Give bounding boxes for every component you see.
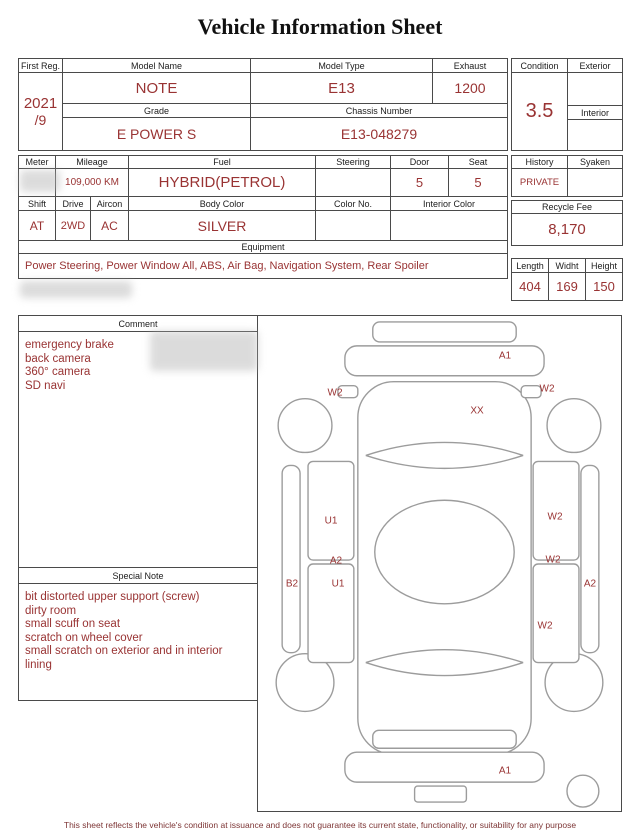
damage-marker: W2 bbox=[327, 387, 343, 399]
height-label: Height bbox=[585, 258, 622, 272]
damage-marker: W2 bbox=[537, 620, 553, 632]
comment-header: Comment bbox=[19, 316, 257, 332]
damage-marker: A1 bbox=[498, 765, 512, 777]
mileage-value: 109,000 KM bbox=[55, 168, 128, 196]
door-value: 5 bbox=[390, 168, 448, 196]
shift-label: Shift bbox=[18, 196, 55, 210]
model-name-label: Model Name bbox=[62, 58, 250, 72]
first-reg-month: /9 bbox=[34, 112, 47, 128]
fuel-value: HYBRID(PETROL) bbox=[128, 168, 315, 196]
recycle-fee-label: Recycle Fee bbox=[511, 200, 622, 213]
meter-label: Meter bbox=[18, 155, 55, 168]
spec-table bbox=[18, 155, 508, 279]
grade-label: Grade bbox=[62, 103, 250, 117]
exhaust-label: Exhaust bbox=[432, 58, 507, 72]
model-type-label: Model Type bbox=[250, 58, 432, 72]
body-color-label: Body Color bbox=[128, 196, 315, 210]
interior-label: Interior bbox=[567, 105, 622, 119]
color-no-value bbox=[315, 210, 390, 240]
steering-value bbox=[315, 168, 390, 196]
drive-value: 2WD bbox=[55, 210, 90, 240]
damage-diagram-panel bbox=[257, 315, 622, 812]
chassis-number-label: Chassis Number bbox=[250, 103, 507, 117]
blurred-region bbox=[20, 281, 132, 298]
damage-marker: B2 bbox=[285, 578, 299, 590]
page-title: Vehicle Information Sheet bbox=[197, 14, 443, 39]
width-label: Widht bbox=[548, 258, 585, 272]
grade-value: E POWER S bbox=[62, 117, 250, 150]
damage-marker: A2 bbox=[583, 578, 597, 590]
text-line: back camera bbox=[25, 352, 91, 365]
equipment-label: Equipment bbox=[18, 240, 507, 253]
interior-color-label: Interior Color bbox=[390, 196, 507, 210]
syaken-label: Syaken bbox=[567, 155, 622, 168]
steering-label: Steering bbox=[315, 155, 390, 168]
equipment-value: Power Steering, Power Window All, ABS, Air Bag, Navigation System, Rear Spoiler bbox=[18, 253, 507, 278]
condition-label: Condition bbox=[511, 58, 567, 72]
fuel-label: Fuel bbox=[128, 155, 315, 168]
damage-markers bbox=[258, 316, 621, 811]
history-label: History bbox=[511, 155, 567, 168]
special-note-body bbox=[19, 584, 257, 679]
seat-value: 5 bbox=[448, 168, 507, 196]
model-name-value: NOTE bbox=[62, 72, 250, 103]
height-value: 150 bbox=[585, 272, 622, 300]
identity-table bbox=[18, 58, 508, 151]
condition-value: 3.5 bbox=[511, 72, 567, 150]
aircon-value: AC bbox=[90, 210, 128, 240]
disclaimer: This sheet reflects the vehicle's condition at issuance and does not guarantee its current state, functionality, or suitability for any purpose bbox=[63, 820, 577, 830]
first-reg-year: 2021 bbox=[23, 95, 58, 112]
special-note-header: Special Note bbox=[19, 568, 257, 584]
dimensions-table bbox=[511, 258, 623, 301]
length-label: Length bbox=[511, 258, 548, 272]
model-type-value: E13 bbox=[250, 72, 432, 103]
first-reg-value bbox=[18, 72, 62, 150]
damage-marker: W2 bbox=[547, 511, 563, 523]
text-line: scratch on wheel cover bbox=[25, 631, 143, 644]
text-line: small scratch on exterior and in interior lining bbox=[25, 645, 223, 671]
history-table bbox=[511, 155, 623, 197]
recycle-fee-value: 8,170 bbox=[511, 213, 622, 245]
condition-table bbox=[511, 58, 623, 151]
damage-marker: A2 bbox=[329, 555, 343, 567]
damage-marker: W2 bbox=[545, 554, 561, 566]
interior-value bbox=[567, 119, 622, 150]
length-value: 404 bbox=[511, 272, 548, 300]
shift-value: AT bbox=[18, 210, 55, 240]
aircon-label: Aircon bbox=[90, 196, 128, 210]
text-line: small scuff on seat bbox=[25, 618, 121, 631]
exterior-label: Exterior bbox=[567, 58, 622, 72]
seat-label: Seat bbox=[448, 155, 507, 168]
damage-marker: W2 bbox=[539, 383, 555, 395]
chassis-number-value: E13-048279 bbox=[250, 117, 507, 150]
damage-marker: A1 bbox=[498, 350, 512, 362]
exterior-value bbox=[567, 72, 622, 105]
syaken-value bbox=[567, 168, 622, 196]
first-reg-label: First Reg. bbox=[18, 58, 62, 72]
text-line: bit distorted upper support (screw) bbox=[25, 591, 200, 603]
text-line: 360° camera bbox=[25, 366, 91, 379]
damage-marker: U1 bbox=[324, 515, 338, 527]
width-value: 169 bbox=[548, 272, 585, 300]
drive-label: Drive bbox=[55, 196, 90, 210]
damage-marker: U1 bbox=[331, 578, 345, 590]
text-line: emergency brake bbox=[25, 339, 114, 351]
exhaust-value: 1200 bbox=[432, 72, 507, 103]
door-label: Door bbox=[390, 155, 448, 168]
text-line: dirty room bbox=[25, 604, 77, 617]
mileage-label: Mileage bbox=[55, 155, 128, 168]
blurred-region bbox=[20, 170, 60, 192]
blurred-region bbox=[150, 331, 258, 371]
body-color-value: SILVER bbox=[128, 210, 315, 240]
recycle-fee-table bbox=[511, 200, 623, 246]
interior-color-value bbox=[390, 210, 507, 240]
text-line: SD navi bbox=[25, 379, 66, 392]
damage-marker: XX bbox=[470, 405, 484, 417]
color-no-label: Color No. bbox=[315, 196, 390, 210]
special-note-panel bbox=[18, 567, 258, 701]
history-value: PRIVATE bbox=[511, 168, 567, 196]
